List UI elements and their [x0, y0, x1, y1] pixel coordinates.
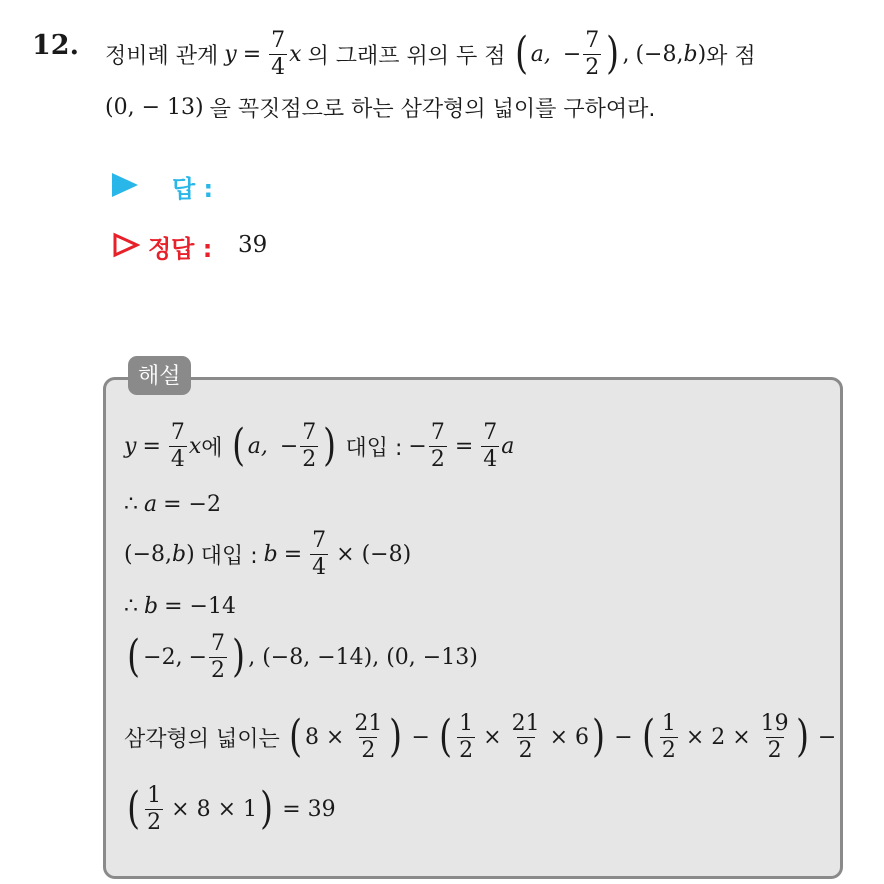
fraction-7-4: $\frac{7}{4}$: [271, 27, 286, 80]
fraction: $\frac{7}{4}$: [170, 419, 185, 472]
comma: ,: [622, 41, 630, 67]
play-arrow-icon: [112, 173, 138, 197]
point-2: (−8,: [635, 41, 684, 67]
fraction: $\frac{7}{2}$: [430, 419, 445, 472]
solution-line-7: ( $\frac{1}{2}$ × 8 × 1 ) = 39: [127, 782, 336, 835]
var-y: y: [224, 41, 237, 67]
answer-label: 답 :: [172, 175, 214, 203]
solution-title: 해설: [128, 356, 191, 395]
outline-arrow-icon: [112, 232, 140, 258]
fraction: $\frac{7}{2}$: [211, 630, 226, 683]
fraction: $\frac{1}{2}$: [661, 710, 676, 763]
solution-line-2: ∴ a = −2: [124, 491, 221, 517]
fraction: $\frac{7}{4}$: [312, 527, 327, 580]
solution-line-6: 삼각형의 넓이는 ( 8 × $\frac{21}{2}$ ) − ( $\frac{1}{2}$ × $\frac{21}{2}$ × 6 ) − ( $\frac{1}{2}$ × 2 × $\frac{19}{2}$ ) −: [124, 710, 837, 763]
solution-line-5: ( −2, − $\frac{7}{2}$ ) , (−8, −14), (0, −13): [127, 630, 478, 683]
fraction: $\frac{1}{2}$: [147, 782, 162, 835]
fraction: $\frac{19}{2}$: [760, 710, 789, 763]
solution-line-4: ∴ b = −14: [124, 593, 236, 619]
fraction: $\frac{7}{2}$: [302, 419, 317, 472]
paren-close: ): [606, 28, 620, 79]
question-line-2: [105, 88, 655, 126]
point-a: a,: [530, 41, 551, 67]
var-b: b: [683, 41, 698, 67]
solution-line-3: (−8, b ) 대입 : b = $\frac{7}{4}$ × (−8): [124, 527, 412, 580]
question-text-4: 을 꼭짓점으로 하는 삼각형의 넓이를 구하여라.: [209, 96, 656, 122]
equals: =: [242, 41, 262, 67]
question-text-2: 의 그래프 위의 두 점: [307, 43, 506, 69]
point-2-close: ): [697, 41, 707, 67]
var-x: x: [289, 41, 302, 67]
question-text-1: 정비례 관계: [105, 43, 219, 69]
fraction: $\frac{7}{4}$: [483, 419, 498, 472]
solution-line-1: y = $\frac{7}{4}$ x 에 ( a, − $\frac{7}{2}$ ) 대입 : − $\frac{7}{2}$ = $\frac{7}{4}$ a: [124, 419, 515, 472]
correct-answer-value: 39: [238, 232, 268, 258]
minus-sign: −: [562, 41, 582, 67]
fraction: $\frac{1}{2}$: [459, 710, 474, 763]
point-3: (0, − 13): [105, 94, 204, 120]
correct-answer-label: 정답 :: [148, 235, 213, 263]
fraction: $\frac{21}{2}$: [354, 710, 383, 763]
question-line-1: [105, 16, 756, 92]
fraction-7-2: $\frac{7}{2}$: [585, 27, 600, 80]
question-number: 12.: [32, 30, 79, 61]
paren-open: (: [514, 28, 528, 79]
question-text-3: 와 점: [706, 43, 756, 69]
fraction: $\frac{21}{2}$: [511, 710, 540, 763]
